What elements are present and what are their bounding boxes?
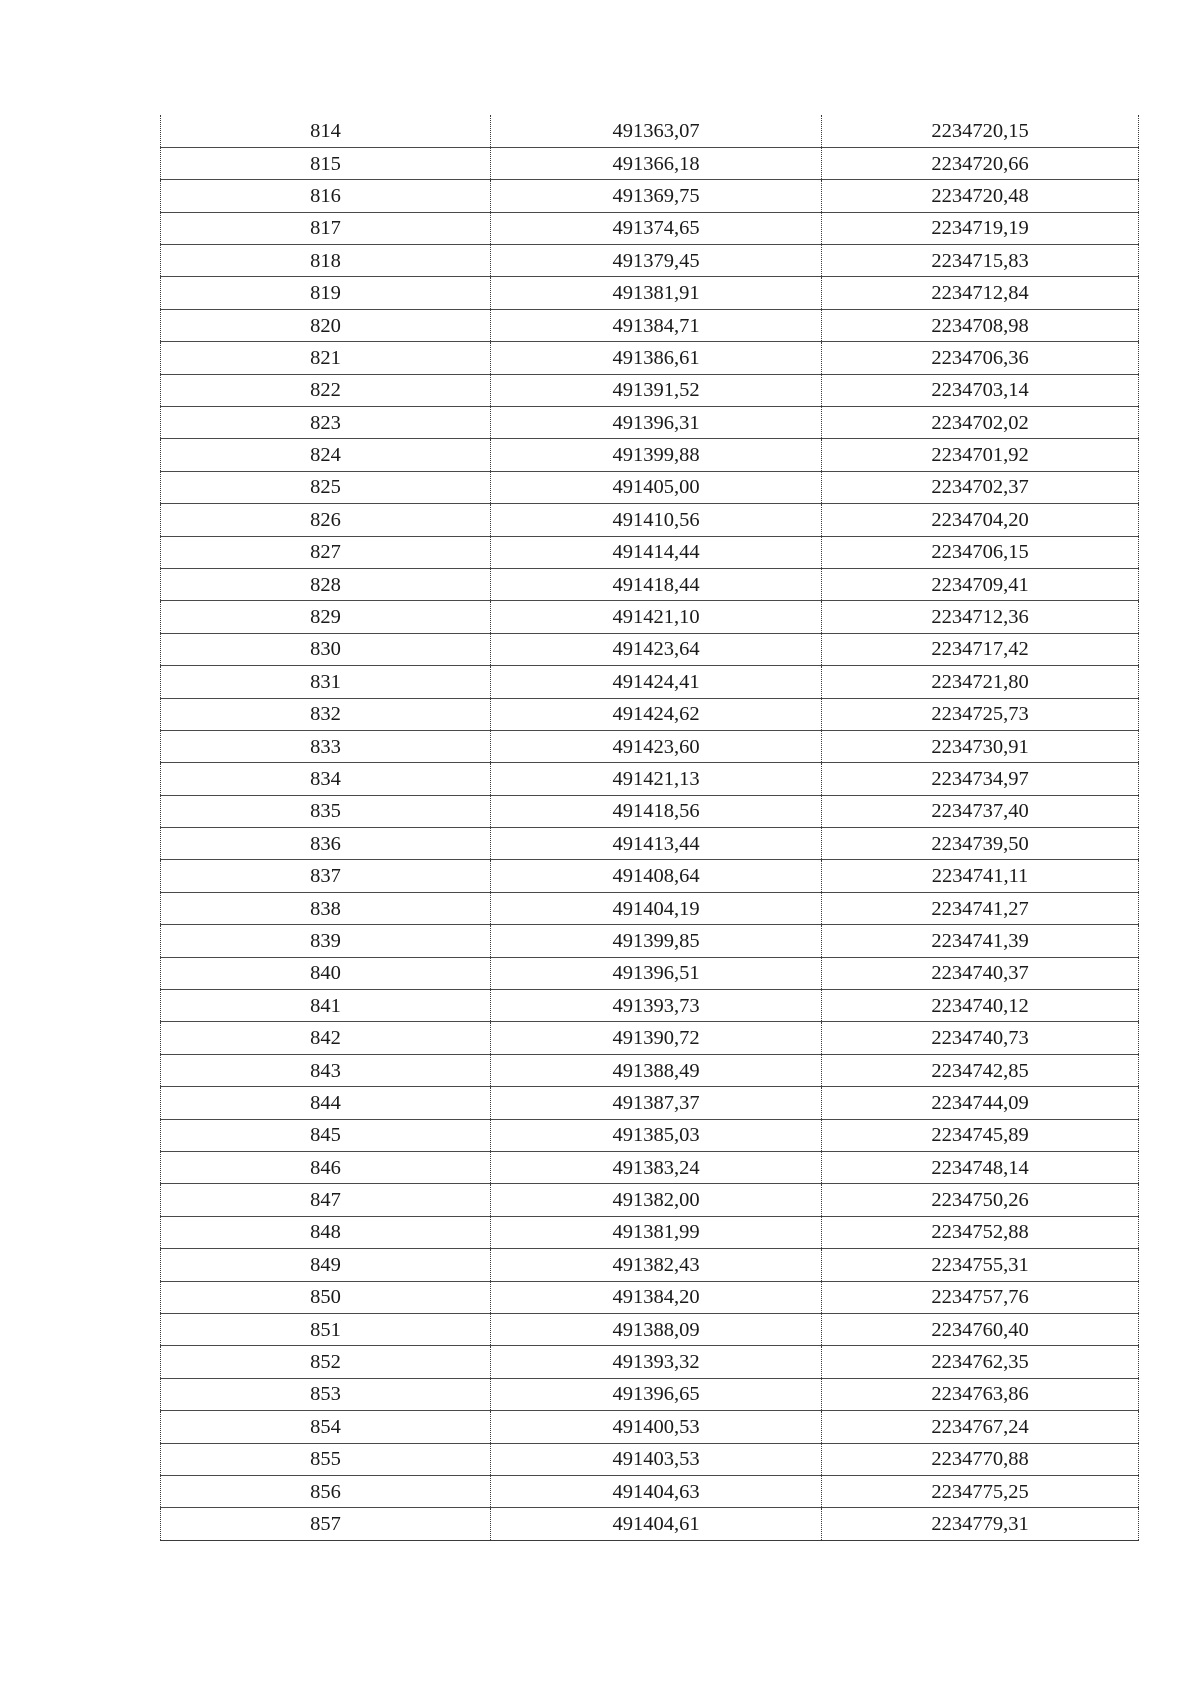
- table-row: [161, 601, 1139, 633]
- table-row: [161, 1508, 1139, 1540]
- point-number-cell: 857: [161, 1508, 491, 1540]
- point-number-cell: 836: [161, 828, 491, 860]
- y-coordinate-cell: 2234708,98: [822, 309, 1139, 341]
- point-number-cell: 838: [161, 892, 491, 924]
- x-coordinate-cell: 491384,20: [491, 1281, 822, 1313]
- table-row: [161, 795, 1139, 827]
- table-row: [161, 1281, 1139, 1313]
- x-coordinate-cell: 491383,24: [491, 1152, 822, 1184]
- point-number-cell: 829: [161, 601, 491, 633]
- y-coordinate-cell: 2234701,92: [822, 439, 1139, 471]
- x-coordinate-cell: 491424,41: [491, 666, 822, 698]
- table-row: [161, 1184, 1139, 1216]
- y-coordinate-cell: 2234717,42: [822, 633, 1139, 665]
- x-coordinate-cell: 491363,07: [491, 115, 822, 147]
- x-coordinate-cell: 491399,88: [491, 439, 822, 471]
- x-coordinate-cell: 491404,61: [491, 1508, 822, 1540]
- table-row: [161, 1087, 1139, 1119]
- point-number-cell: 832: [161, 698, 491, 730]
- point-number-cell: 833: [161, 730, 491, 762]
- y-coordinate-cell: 2234763,86: [822, 1378, 1139, 1410]
- point-number-cell: 849: [161, 1249, 491, 1281]
- table-row: [161, 277, 1139, 309]
- point-number-cell: 843: [161, 1054, 491, 1086]
- table-row: [161, 471, 1139, 503]
- y-coordinate-cell: 2234709,41: [822, 568, 1139, 600]
- x-coordinate-cell: 491379,45: [491, 245, 822, 277]
- table-row: [161, 180, 1139, 212]
- table-row: [161, 536, 1139, 568]
- point-number-cell: 834: [161, 763, 491, 795]
- y-coordinate-cell: 2234703,14: [822, 374, 1139, 406]
- x-coordinate-cell: 491386,61: [491, 342, 822, 374]
- table-row: [161, 730, 1139, 762]
- point-number-cell: 837: [161, 860, 491, 892]
- y-coordinate-cell: 2234767,24: [822, 1411, 1139, 1443]
- point-number-cell: 854: [161, 1411, 491, 1443]
- table-row: [161, 439, 1139, 471]
- y-coordinate-cell: 2234748,14: [822, 1152, 1139, 1184]
- point-number-cell: 827: [161, 536, 491, 568]
- table-row: [161, 633, 1139, 665]
- point-number-cell: 828: [161, 568, 491, 600]
- point-number-cell: 840: [161, 957, 491, 989]
- x-coordinate-cell: 491400,53: [491, 1411, 822, 1443]
- y-coordinate-cell: 2234704,20: [822, 504, 1139, 536]
- table-row: [161, 1443, 1139, 1475]
- x-coordinate-cell: 491396,51: [491, 957, 822, 989]
- x-coordinate-cell: 491410,56: [491, 504, 822, 536]
- y-coordinate-cell: 2234755,31: [822, 1249, 1139, 1281]
- table-row: [161, 1411, 1139, 1443]
- y-coordinate-cell: 2234770,88: [822, 1443, 1139, 1475]
- x-coordinate-cell: 491404,63: [491, 1475, 822, 1507]
- point-number-cell: 822: [161, 374, 491, 406]
- table-row: [161, 1152, 1139, 1184]
- y-coordinate-cell: 2234720,66: [822, 147, 1139, 179]
- point-number-cell: 853: [161, 1378, 491, 1410]
- table-row: [161, 342, 1139, 374]
- y-coordinate-cell: 2234720,15: [822, 115, 1139, 147]
- point-number-cell: 841: [161, 990, 491, 1022]
- y-coordinate-cell: 2234757,76: [822, 1281, 1139, 1313]
- x-coordinate-cell: 491396,65: [491, 1378, 822, 1410]
- point-number-cell: 831: [161, 666, 491, 698]
- point-number-cell: 835: [161, 795, 491, 827]
- table-row: [161, 1346, 1139, 1378]
- point-number-cell: 847: [161, 1184, 491, 1216]
- x-coordinate-cell: 491399,85: [491, 925, 822, 957]
- table-row: [161, 990, 1139, 1022]
- table-row: [161, 828, 1139, 860]
- table-row: [161, 1475, 1139, 1507]
- point-number-cell: 852: [161, 1346, 491, 1378]
- y-coordinate-cell: 2234734,97: [822, 763, 1139, 795]
- point-number-cell: 851: [161, 1313, 491, 1345]
- x-coordinate-cell: 491381,91: [491, 277, 822, 309]
- table-row: [161, 666, 1139, 698]
- y-coordinate-cell: 2234750,26: [822, 1184, 1139, 1216]
- x-coordinate-cell: 491385,03: [491, 1119, 822, 1151]
- x-coordinate-cell: 491388,49: [491, 1054, 822, 1086]
- table-row: [161, 957, 1139, 989]
- x-coordinate-cell: 491421,10: [491, 601, 822, 633]
- table-row: [161, 1119, 1139, 1151]
- x-coordinate-cell: 491404,19: [491, 892, 822, 924]
- table-row: [161, 925, 1139, 957]
- table-row: [161, 374, 1139, 406]
- table-row: [161, 504, 1139, 536]
- y-coordinate-cell: 2234702,37: [822, 471, 1139, 503]
- point-number-cell: 815: [161, 147, 491, 179]
- y-coordinate-cell: 2234762,35: [822, 1346, 1139, 1378]
- point-number-cell: 850: [161, 1281, 491, 1313]
- table-row: [161, 568, 1139, 600]
- table-row: [161, 1313, 1139, 1345]
- point-number-cell: 839: [161, 925, 491, 957]
- coordinates-table: [160, 115, 1139, 1541]
- y-coordinate-cell: 2234745,89: [822, 1119, 1139, 1151]
- y-coordinate-cell: 2234706,36: [822, 342, 1139, 374]
- y-coordinate-cell: 2234760,40: [822, 1313, 1139, 1345]
- x-coordinate-cell: 491396,31: [491, 407, 822, 439]
- point-number-cell: 848: [161, 1216, 491, 1248]
- y-coordinate-cell: 2234706,15: [822, 536, 1139, 568]
- x-coordinate-cell: 491421,13: [491, 763, 822, 795]
- x-coordinate-cell: 491405,00: [491, 471, 822, 503]
- point-number-cell: 856: [161, 1475, 491, 1507]
- y-coordinate-cell: 2234702,02: [822, 407, 1139, 439]
- x-coordinate-cell: 491413,44: [491, 828, 822, 860]
- table-row: [161, 309, 1139, 341]
- y-coordinate-cell: 2234741,39: [822, 925, 1139, 957]
- point-number-cell: 842: [161, 1022, 491, 1054]
- point-number-cell: 814: [161, 115, 491, 147]
- table-row: [161, 245, 1139, 277]
- y-coordinate-cell: 2234779,31: [822, 1508, 1139, 1540]
- x-coordinate-cell: 491391,52: [491, 374, 822, 406]
- x-coordinate-cell: 491423,64: [491, 633, 822, 665]
- point-number-cell: 819: [161, 277, 491, 309]
- table-row: [161, 698, 1139, 730]
- x-coordinate-cell: 491393,32: [491, 1346, 822, 1378]
- x-coordinate-cell: 491374,65: [491, 212, 822, 244]
- y-coordinate-cell: 2234741,27: [822, 892, 1139, 924]
- y-coordinate-cell: 2234721,80: [822, 666, 1139, 698]
- x-coordinate-cell: 491408,64: [491, 860, 822, 892]
- x-coordinate-cell: 491418,44: [491, 568, 822, 600]
- y-coordinate-cell: 2234741,11: [822, 860, 1139, 892]
- coordinates-table-body: [161, 115, 1139, 1540]
- x-coordinate-cell: 491414,44: [491, 536, 822, 568]
- point-number-cell: 825: [161, 471, 491, 503]
- point-number-cell: 817: [161, 212, 491, 244]
- point-number-cell: 823: [161, 407, 491, 439]
- y-coordinate-cell: 2234712,84: [822, 277, 1139, 309]
- y-coordinate-cell: 2234739,50: [822, 828, 1139, 860]
- y-coordinate-cell: 2234725,73: [822, 698, 1139, 730]
- x-coordinate-cell: 491388,09: [491, 1313, 822, 1345]
- x-coordinate-cell: 491393,73: [491, 990, 822, 1022]
- y-coordinate-cell: 2234775,25: [822, 1475, 1139, 1507]
- x-coordinate-cell: 491423,60: [491, 730, 822, 762]
- y-coordinate-cell: 2234740,12: [822, 990, 1139, 1022]
- x-coordinate-cell: 491382,43: [491, 1249, 822, 1281]
- y-coordinate-cell: 2234740,73: [822, 1022, 1139, 1054]
- y-coordinate-cell: 2234720,48: [822, 180, 1139, 212]
- y-coordinate-cell: 2234744,09: [822, 1087, 1139, 1119]
- table-row: [161, 212, 1139, 244]
- y-coordinate-cell: 2234740,37: [822, 957, 1139, 989]
- point-number-cell: 818: [161, 245, 491, 277]
- point-number-cell: 844: [161, 1087, 491, 1119]
- y-coordinate-cell: 2234730,91: [822, 730, 1139, 762]
- table-row: [161, 1378, 1139, 1410]
- table-row: [161, 407, 1139, 439]
- x-coordinate-cell: 491366,18: [491, 147, 822, 179]
- x-coordinate-cell: 491390,72: [491, 1022, 822, 1054]
- y-coordinate-cell: 2234752,88: [822, 1216, 1139, 1248]
- x-coordinate-cell: 491418,56: [491, 795, 822, 827]
- point-number-cell: 826: [161, 504, 491, 536]
- point-number-cell: 820: [161, 309, 491, 341]
- x-coordinate-cell: 491403,53: [491, 1443, 822, 1475]
- table-row: [161, 1249, 1139, 1281]
- x-coordinate-cell: 491384,71: [491, 309, 822, 341]
- table-row: [161, 115, 1139, 147]
- table-row: [161, 892, 1139, 924]
- point-number-cell: 821: [161, 342, 491, 374]
- x-coordinate-cell: 491369,75: [491, 180, 822, 212]
- point-number-cell: 824: [161, 439, 491, 471]
- table-row: [161, 147, 1139, 179]
- point-number-cell: 845: [161, 1119, 491, 1151]
- table-row: [161, 763, 1139, 795]
- y-coordinate-cell: 2234715,83: [822, 245, 1139, 277]
- point-number-cell: 846: [161, 1152, 491, 1184]
- x-coordinate-cell: 491382,00: [491, 1184, 822, 1216]
- table-row: [161, 860, 1139, 892]
- table-row: [161, 1216, 1139, 1248]
- y-coordinate-cell: 2234737,40: [822, 795, 1139, 827]
- x-coordinate-cell: 491387,37: [491, 1087, 822, 1119]
- table-row: [161, 1054, 1139, 1086]
- y-coordinate-cell: 2234712,36: [822, 601, 1139, 633]
- y-coordinate-cell: 2234719,19: [822, 212, 1139, 244]
- point-number-cell: 830: [161, 633, 491, 665]
- x-coordinate-cell: 491424,62: [491, 698, 822, 730]
- table-row: [161, 1022, 1139, 1054]
- x-coordinate-cell: 491381,99: [491, 1216, 822, 1248]
- point-number-cell: 816: [161, 180, 491, 212]
- point-number-cell: 855: [161, 1443, 491, 1475]
- y-coordinate-cell: 2234742,85: [822, 1054, 1139, 1086]
